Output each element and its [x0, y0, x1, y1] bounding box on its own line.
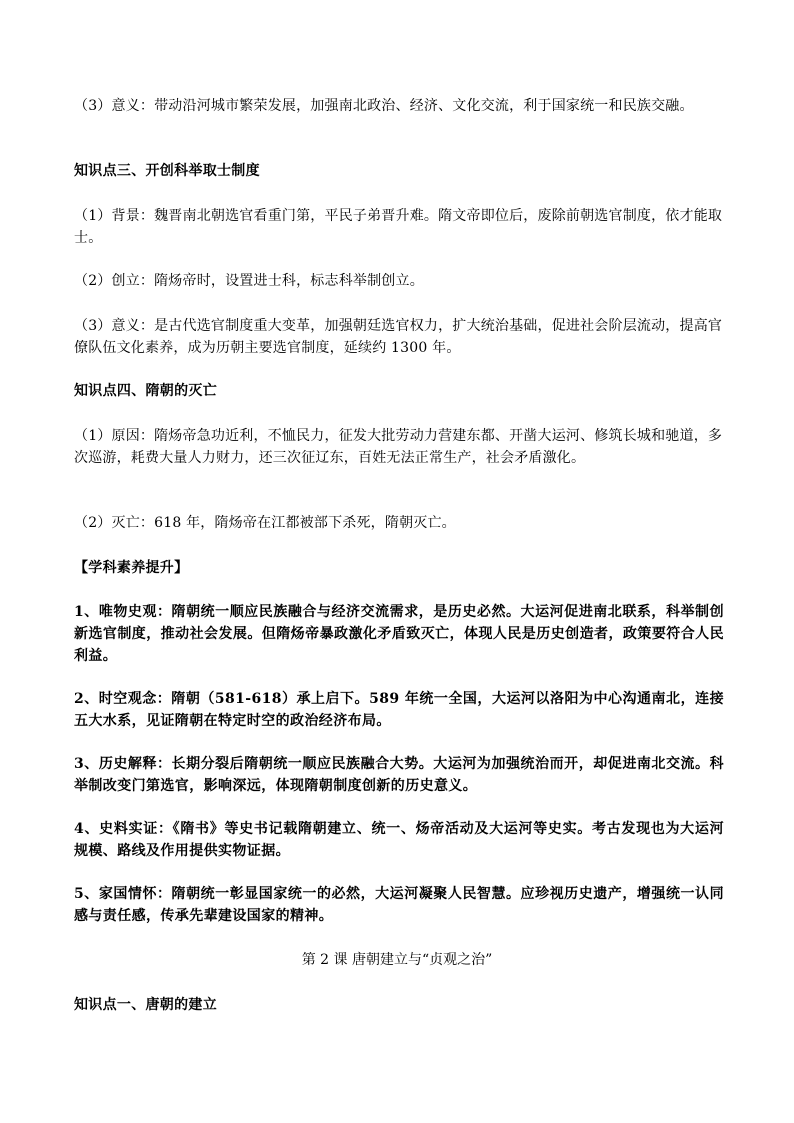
literacy-item-3: 3、历史解释：长期分裂后隋朝统一顺应民族融合大势。大运河为加强统治而开，却促进南北交流。科举制改变门第选官，影响深远，体现隋朝制度创新的历史意义。: [74, 756, 724, 794]
literacy-heading: 【学科素养提升】: [74, 560, 189, 576]
kp4-fall: （2）灭亡：618 年，隋炀帝在江都被部下杀死，隋朝灭亡。: [74, 515, 456, 531]
literacy-item-1: 1、唯物史观：隋朝统一顺应民族融合与经济交流需求，是历史必然。大运河促进南北联系，科举制创新选官制度，推动社会发展。但隋炀帝暴政激化矛盾致灭亡，体现人民是历史创造者，政策要符合人民利益。: [74, 604, 724, 664]
kp4-cause: （1）原因：隋炀帝急功近利，不恤民力，征发大批劳动力营建东都、开凿大运河、修筑长城和驰道，多次巡游，耗费大量人力财力，还三次征辽东，百姓无法正常生产，社会矛盾激化。: [74, 428, 723, 466]
lesson-2-kp1-title: 知识点一、唐朝的建立: [74, 997, 217, 1013]
kp3-creation: （2）创立：隋炀帝时，设置进士科，标志科举制创立。: [74, 273, 424, 289]
kp3-significance: （3）意义：是古代选官制度重大变革，加强朝廷选官权力，扩大统治基础，促进社会阶层流动，提高官僚队伍文化素养，成为历朝主要选官制度，延续约 1300 年。: [74, 318, 723, 356]
kp3-background: （1）背景：魏晋南北朝选官看重门第，平民子弟晋升难。隋文帝即位后，废除前朝选官制度，依才能取士。: [74, 208, 723, 246]
literacy-item-2: 2、时空观念：隋朝（581-618）承上启下。589 年统一全国，大运河以洛阳为中心沟通南北，连接五大水系，见证隋朝在特定时空的政治经济布局。: [74, 691, 724, 729]
literacy-item-5: 5、家国情怀：隋朝统一彰显国家统一的必然，大运河凝聚人民智慧。应珍视历史遗产，增强统一认同感与责任感，传承先辈建设国家的精神。: [74, 886, 724, 924]
literacy-item-4: 4、史料实证：《隋书》等史书记载隋朝建立、统一、炀帝活动及大运河等史实。考古发现也为大运河规模、路线及作用提供实物证据。: [74, 821, 724, 859]
grand-canal-significance: （3）意义：带动沿河城市繁荣发展，加强南北政治、经济、文化交流，利于国家统一和民族交融。: [74, 98, 694, 114]
kp3-title: 知识点三、开创科举取士制度: [74, 163, 260, 179]
lesson-2-title: 第 2 课 唐朝建立与“贞观之治”: [301, 952, 493, 968]
kp4-title: 知识点四、隋朝的灭亡: [74, 383, 217, 399]
